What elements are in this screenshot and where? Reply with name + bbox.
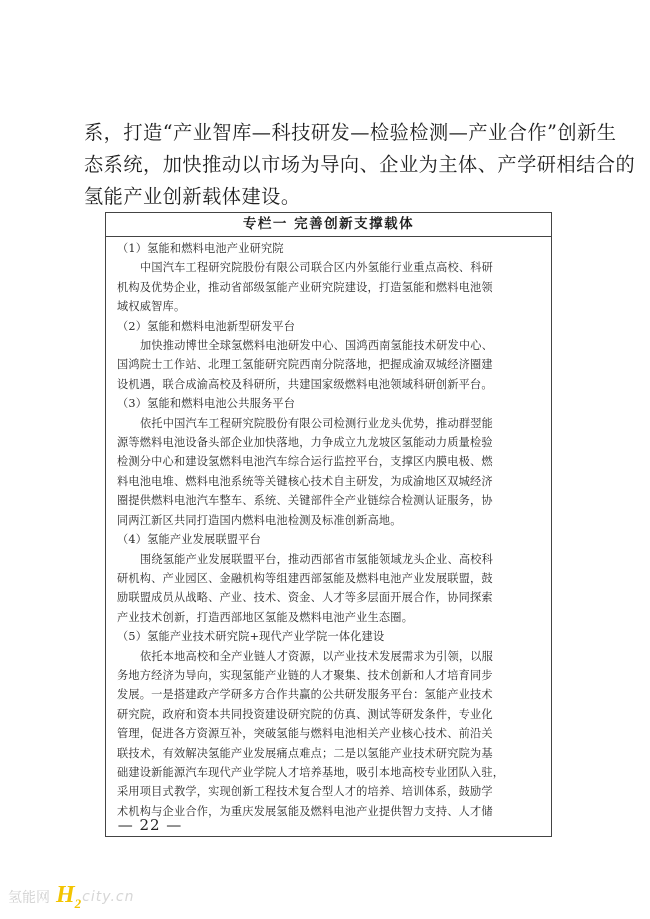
feature-box [105,212,552,837]
page-number: — 22 — [117,816,183,834]
section-line: 依托本地高校和全产业链人才资源，以产业技术发展需求为引领，以服 [140,649,494,663]
section-heading: （4）氢能产业发展联盟平台 [117,533,261,547]
section-line: 域权威智库。 [117,300,186,314]
section-line: 产业技术创新，打造西部地区氢能及燃料电池产业生态圈。 [117,610,414,624]
section-line: 管理，促进各方资源互补，突破氢能与燃料电池相关产业核心技术、前沿关 [117,727,493,741]
section-line: 务地方经济为导向，实现氢能产业链的人才聚集、技术创新和人才培育同步 [117,668,493,682]
section-line: 依托中国汽车工程研究院股份有限公司检测行业龙头优势，推动群翌能 [140,416,494,430]
section-line: 机构及优势企业，推动省部级氢能产业研究院建设，打造氢能和燃料电池领 [117,280,493,294]
section-line: 料电池电堆、燃料电池系统等关键核心技术自主研发，为成渝地区双城经济 [117,474,493,488]
watermark-left-text: 氢能网 [8,890,50,906]
section-heading: （1）氢能和燃料电池产业研究院 [117,242,284,255]
section-line: 研机构、产业园区、金融机构等组建西部氢能及燃料电池产业发展联盟，鼓 [117,571,493,585]
intro-line: 氢能产业创新载体建设。 [84,185,301,208]
section-line: 国鸿院士工作站、北理工氢能研究院西南分院落地，把握成渝双城经济圈建 [117,358,493,372]
site-watermark [8,882,134,912]
section-line: 源等燃料电池设备头部企业加快落地，力争成立九龙坡区氢能动力质量检验 [117,436,493,450]
section-line: 圈提供燃料电池汽车整车、系统、关键部件全产业链综合检测认证服务，协 [117,494,493,508]
section-line: 加快推动博世全球氢燃料电池研发中心、国鸿西南氢能技术研发中心、 [140,339,494,353]
h2-logo: $H_2$ [56,882,82,911]
section-line: 发展。一是搭建政产学研多方合作共赢的公共研发服务平台：氢能产业技术 [117,688,493,702]
section-line: 础建设新能源汽车现代产业学院人才培养基地，吸引本地高校专业团队入驻， [117,765,505,779]
section-heading: （3）氢能和燃料电池公共服务平台 [117,397,296,411]
section-line: 围绕氢能产业发展联盟平台，推动西部省市氢能领域龙头企业、高校科 [140,552,494,566]
watermark-site-text: city.cn [82,889,135,905]
section-line: 采用项目式教学，实现创新工程技术复合型人才的培养、培训体系，鼓励学 [117,785,493,799]
section-line: 研究院，政府和资本共同投资建设研究院的仿真、测试等研发条件，专业化 [117,707,493,721]
intro-line: 态系统，加快推动以市场为导向、企业为主体、产学研相结合的 [84,153,636,176]
intro-paragraph [84,117,636,213]
section-line: 设机遇，联合成渝高校及科研所，共建国家级燃料电池领域科研创新平台。 [117,377,493,391]
section-line: 中国汽车工程研究院股份有限公司联合区内外氢能行业重点高校、科研 [140,261,494,275]
section-line: 励联盟成员从战略、产业、技术、资金、人才等多层面开展合作，协同探索 [117,591,493,605]
section-line: 术机构与企业合作，为重庆发展氢能及燃料电池产业提供智力支持、人才储 [117,804,493,818]
feature-box-title: 专栏一 完善创新支撑载体 [106,213,551,237]
intro-line: 系，打造“产业智库—科技研发—检验检测—产业合作”创新生 [84,121,617,144]
section-heading: （2）氢能和燃料电池新型研发平台 [117,319,296,333]
section-line: 联技术，有效解决氢能产业发展痛点难点；二是以氢能产业技术研究院为基 [117,746,493,760]
section-line: 同两江新区共同打造国内燃料电池检测及标准创新高地。 [117,513,402,527]
feature-box-body [106,237,551,821]
section-heading: （5）氢能产业技术研究院+现代产业学院一体化建设 [117,630,385,644]
section-line: 检测分中心和建设氢燃料电池汽车综合运行监控平台，支撑区内膜电极、燃 [117,455,493,469]
